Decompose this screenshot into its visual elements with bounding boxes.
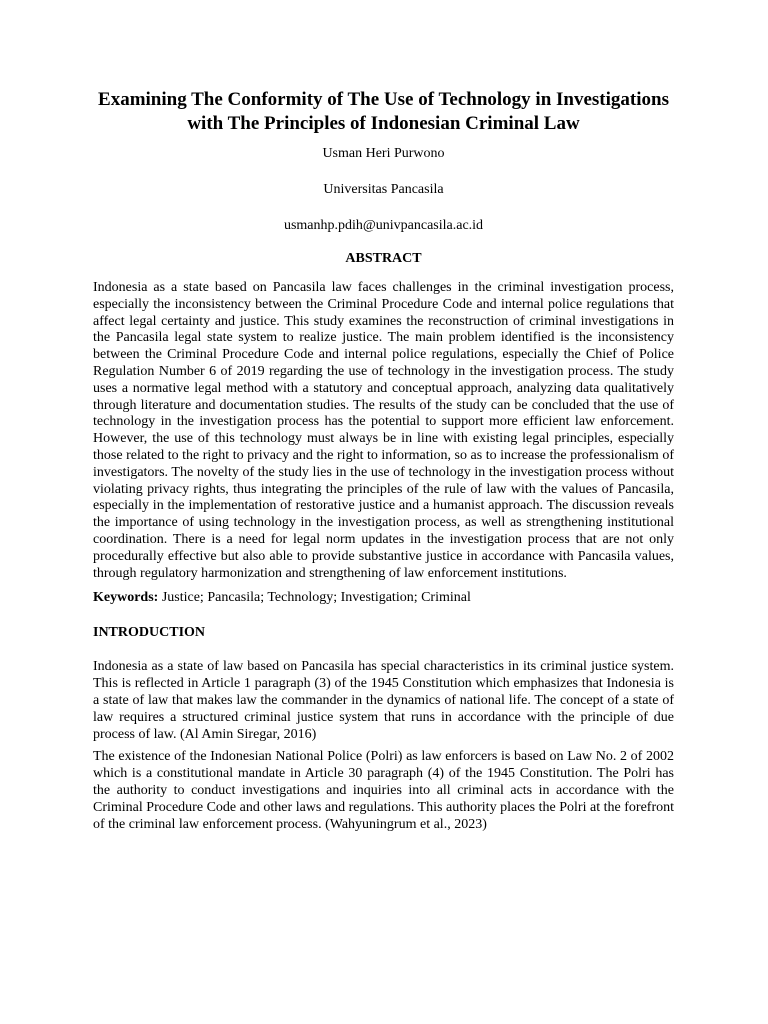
- introduction-paragraph-2: The existence of the Indonesian National Police (Polri) as law enforcers is based on Law No. 2 of 2002 which is a constitutional mandate in Article 30 paragraph (4) of the 1945 Constitution. The Polri has the authority to conduct investigations and inquiries into all criminal acts in accordance with the Criminal Procedure Code and other laws and regulations. This authority places the Polri at the forefront of the criminal law enforcement process. (Wahyuningrum et al., 2023): [93, 749, 674, 832]
- paper-page: [93, 88, 674, 833]
- author-affiliation: Universitas Pancasila: [323, 182, 444, 197]
- keywords-label: Keywords:: [93, 590, 159, 606]
- keywords-line: [93, 589, 674, 606]
- introduction-paragraph-1: Indonesia as a state of law based on Pancasila has special characteristics in its criminal justice system. This is reflected in Article 1 paragraph (3) of the 1945 Constitution which emphasizes that Indonesia is a state of law that makes law the commander in the dynamics of national life. The concept of a state of law requires a structured criminal justice system that runs in accordance with the principle of due process of law. (Al Amin Siregar, 2016): [93, 659, 674, 742]
- keywords-list: Justice; Pancasila; Technology; Investigation; Criminal: [158, 590, 471, 606]
- author-email: usmanhp.pdih@univpancasila.ac.id: [283, 218, 484, 233]
- author-name: Usman Heri Purwono: [322, 146, 445, 161]
- abstract-heading: ABSTRACT: [345, 251, 422, 266]
- paper-title: Examining The Conformity of The Use of Technology in Investigations with The Principles of Indonesian Criminal Law: [98, 89, 669, 134]
- abstract-body: Indonesia as a state based on Pancasila law faces challenges in the criminal investigation process, especially the inconsistency between the Criminal Procedure Code and internal police regulations that affect legal certainty and justice. This study examines the reconstruction of criminal investigations in the Pancasila legal state system to realize justice. The main problem identified is the inconsistency between the Criminal Procedure Code and internal police regulations, especially the Chief of Police Regulation Number 6 of 2019 regarding the use of technology in the investigation process. The study uses a normative legal method with a statutory and conceptual approach, analyzing data qualitatively through literature and documentation studies. The results of the study can be concluded that the use of technology in the investigation process has the potential to support more efficient law enforcement. However, the use of this technology must always be in line with existing legal principles, especially those related to the right to privacy and the right to information, so as to increase the professionalism of investigators. The novelty of the study lies in the use of technology in the investigation process without violating privacy rights, thus integrating the principles of the rule of law with the values of Pancasila, especially in the implementation of restorative justice and a humanist approach. The discussion reveals the importance of using technology in the investigation process, as well as strengthening institutional coordination. There is a need for legal norm updates in the investigation process that are not only procedurally effective but also able to provide substantive justice in accordance with Pancasila values, through regulatory harmonization and strengthening of law enforcement institutions.: [93, 280, 674, 581]
- introduction-heading: INTRODUCTION: [93, 625, 206, 641]
